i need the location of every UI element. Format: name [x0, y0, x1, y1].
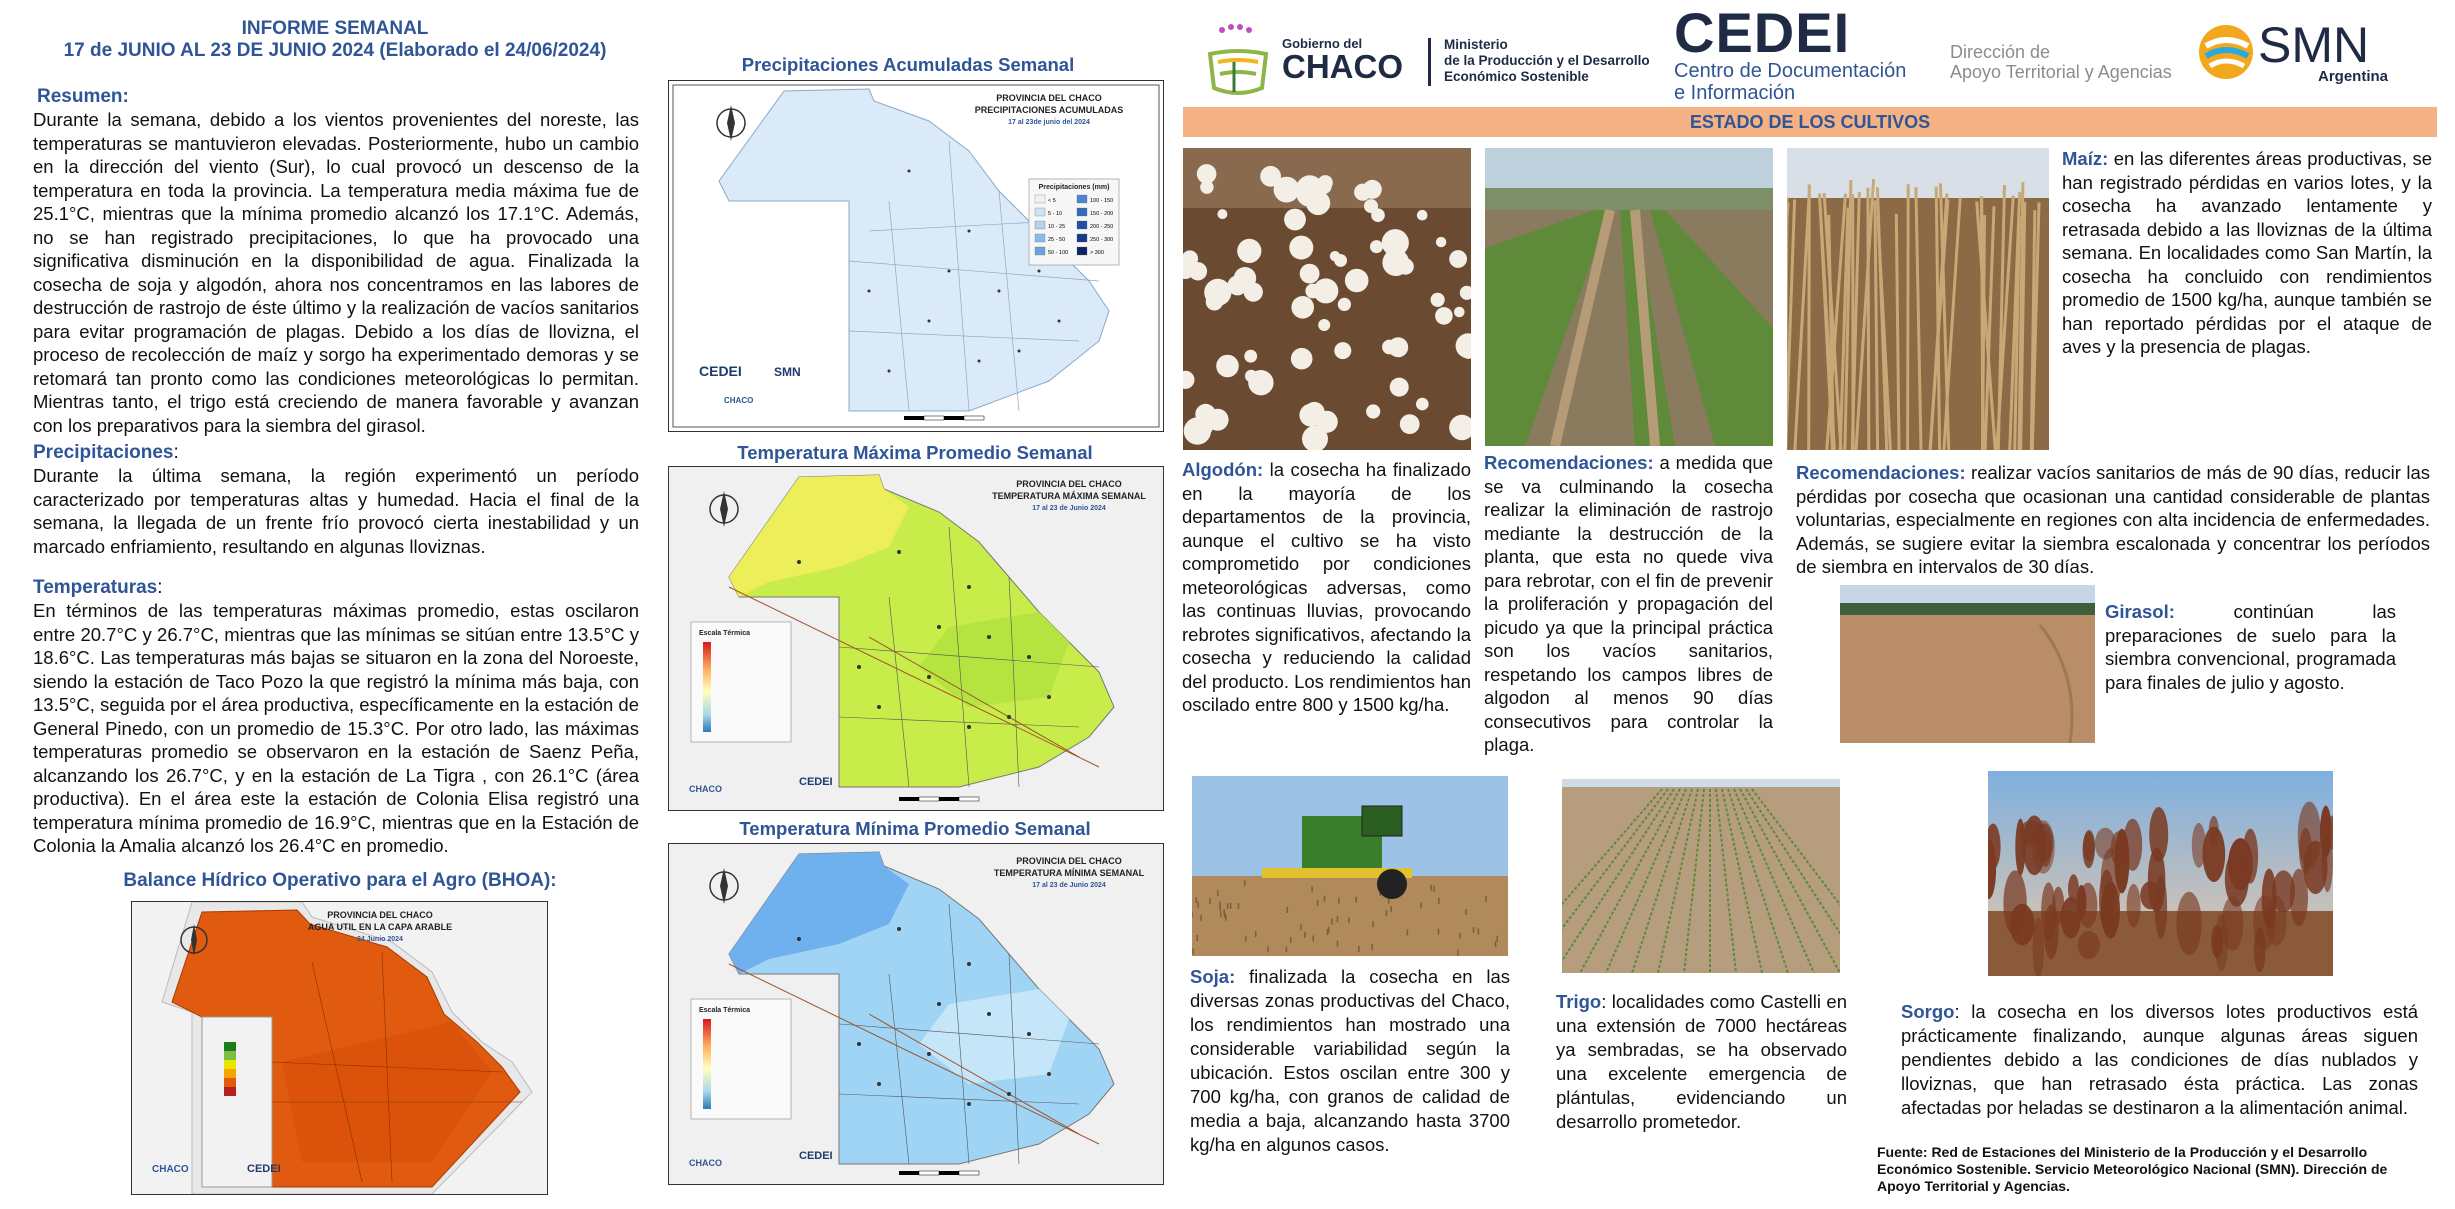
resumen-section: [33, 86, 639, 437]
precip-legend-swatch: [1077, 247, 1087, 255]
maiz-text: en las diferentes áreas productivas, se han registrado pérdidas en varios lotes, y la cosecha ha avanzado lentamente y retrasada debido a las lloviznas de la última semana. En localidades como San Martín, la cosecha ha concluido con rendimientos promedio de 1500 kg/ha, aunque también se han reportado pérdidas por el ataque de aves y la presencia de plagas.: [2062, 148, 2432, 357]
precip-legend-label: < 5: [1048, 198, 1056, 204]
girasol-photo: [1840, 585, 2095, 743]
precip-map-scale-bar: [904, 416, 984, 420]
direccion-logo: [1950, 42, 2172, 82]
sorgo-label: Sorgo: [1901, 1001, 1955, 1022]
smn-emblem-logo: [2196, 22, 2256, 82]
precip-legend-swatch: [1077, 208, 1087, 216]
precip-legend-swatch: [1077, 195, 1087, 203]
girasol-paragraph: [2105, 600, 2396, 694]
recomendaciones-maiz-label: Recomendaciones:: [1796, 462, 1966, 483]
maiz-paragraph: [2062, 147, 2432, 359]
resumen-label: Resumen:: [37, 86, 129, 107]
trigo-paragraph: [1556, 990, 1847, 1134]
precip-map-legend: [1029, 179, 1119, 265]
gobierno-chaco-text: CHACO: [1282, 48, 1403, 85]
sorgo-text: : la cosecha en los diversos lotes productivos está prácticamente finalizando, aunque algunas áreas siguen pendientes debido a las condiciones de días nublados y lloviznas, que han retrasado ésta práctica. Las zonas afectadas por heladas se destinaron a la alimentación animal.: [1901, 1001, 2418, 1118]
recomendaciones-maiz-text: realizar vacíos sanitarios de más de 90 días, reducir las pérdidas por cosecha que ocasionan una cantidad considerable de plantas voluntarias, especialmente en regiones con alta incidencia de enfermedades. Además, se sugiere evitar la siembra escalonada y concentrar los períodos de siembra en intervalos de 30 días.: [1796, 462, 2430, 577]
precip-legend-label: 10 - 25: [1048, 224, 1066, 230]
tmin-map-title1: PROVINCIA DEL CHACO: [1016, 856, 1122, 866]
precip-map-logo-chaco: CHACO: [724, 396, 754, 405]
precipitaciones-text: Durante la última semana, la región experimentó un período caracterizado por temperaturas altas y humedad. Hacia el final de la semana, la llegada de un frente frío provocó cierta inestabilidad y un marcado enfriamiento, resultando en algunas lloviznas.: [33, 465, 639, 557]
precip-map-logo-smn: SMN: [774, 365, 801, 379]
smn-sub-text: Argentina: [2317, 68, 2388, 85]
tmin-map-legend: [691, 999, 791, 1119]
tmax-map: [668, 466, 1164, 811]
algodon-field-photo: [1485, 148, 1773, 446]
bhoa-map-date: 24 Junio 2024: [357, 936, 403, 943]
recomendaciones-algodon-label: Recomendaciones:: [1484, 452, 1654, 473]
tmax-legend-title: Escala Térmica: [699, 630, 750, 637]
ministerio-line3: Económico Sostenible: [1444, 69, 1589, 84]
tmax-map-logo-chaco: CHACO: [689, 784, 722, 794]
algodon-paragraph: [1182, 458, 1471, 717]
precip-legend-label: 250 - 300: [1090, 237, 1114, 243]
soja-text: finalizada la cosecha en las diversas zonas productivas del Chaco, los rendimientos han mostrado una considerable variabilidad según la ubicación. Estos oscilan entre 300 y 700 kg/ha, con granos de calidad de media a baja, alcanzando hasta 3700 kg/ha en algunos casos.: [1190, 966, 1510, 1155]
precip-map-title2: PRECIPITACIONES ACUMULADAS: [974, 105, 1124, 115]
precip-legend-swatch: [1077, 221, 1087, 229]
tmax-map-heading: Temperatura Máxima Promedio Semanal: [737, 442, 1093, 463]
trigo-text: : localidades como Castelli en una extensión de 7000 hectáreas ya sembradas, se ha observado una excelente emergencia de plántulas, evidenciando un desarrollo prometedor.: [1556, 991, 1847, 1132]
bhoa-map: [131, 901, 548, 1195]
cedei-sub1: Centro de Documentación: [1674, 60, 1907, 82]
soja-paragraph: [1190, 965, 1510, 1157]
ministerio-line2: de la Producción y el Desarrollo: [1444, 53, 1650, 68]
tmax-map-title1: PROVINCIA DEL CHACO: [1016, 479, 1122, 489]
cedei-logo: [1674, 1, 1907, 104]
soja-photo: [1192, 776, 1508, 956]
bhoa-map-title2: AGUA UTIL EN LA CAPA ARABLE: [307, 922, 453, 932]
gobierno-chaco-logo: [1282, 36, 1403, 83]
girasol-text: continúan las preparaciones de suelo para la siembra convencional, programada para finales de julio y agosto.: [2105, 601, 2396, 693]
cedei-logo-text: CEDEI: [1674, 1, 1851, 64]
bhoa-title: Balance Hídrico Operativo para el Agro (BHOA):: [123, 870, 557, 891]
algodon-label: Algodón:: [1182, 459, 1264, 480]
tmin-map: [668, 843, 1164, 1185]
recomendaciones-algodon-paragraph: [1484, 451, 1773, 757]
precip-legend-swatch: [1077, 234, 1087, 242]
precip-legend-title: Precipitaciones (mm): [1038, 184, 1110, 191]
fuente-note: Fuente: Red de Estaciones del Ministerio de la Producción y el Desarrollo Económico Sostenible. Servicio Meteorológico Nacional (SMN). Dirección de Apoyo Territorial y Agencias.: [1877, 1144, 2388, 1194]
tmin-map-graphic: [669, 844, 1163, 1184]
precip-legend-label: 200 - 250: [1090, 224, 1114, 230]
recomendaciones-maiz-paragraph: [1796, 461, 2430, 579]
trigo-label: Trigo: [1556, 991, 1602, 1012]
sorgo-photo: [1988, 771, 2333, 976]
precip-legend-label: 25 - 50: [1048, 237, 1066, 243]
maiz-label: Maíz:: [2062, 148, 2109, 169]
logo-divider: [1428, 38, 1431, 86]
soja-label: Soja:: [1190, 966, 1236, 987]
resumen-text: Durante la semana, debido a los vientos provenientes del noreste, las temperaturas se mantuvieron elevadas. Posteriormente, hubo un cambio en la dirección del viento (Sur), lo cual provocó un descenso de la temperatura en toda la provincia. La temperatura media máxima fue de 25.1°C, mientras que la mínima promedio alcanzó los 17.1°C. Además, no se han registrado precipitaciones, lo que ha provocado una significativa disminución en la disponibilidad de agua. Finalizada la cosecha de soja y algodón, ahora nos concentramos en las labores de destrucción de rastrojo de éste último y la realización de vacíos sanitarios para evitar programación de plagas. Debido a los días de llovizna, el proceso de recolección de maíz y sorgo ha experimentado demoras y se retomará tan pronto como las condiciones meteorológicas lo permitan. Mientras tanto, el trigo está creciendo de manera favorable y avanzan con los preparativos para la siembra del girasol.: [33, 109, 639, 436]
temperaturas-label: Temperaturas: [33, 577, 158, 598]
precip-legend-swatch: [1035, 247, 1045, 255]
report-title: [0, 18, 670, 62]
gobierno-del-text: Gobierno del: [1282, 36, 1363, 51]
girasol-label: Girasol:: [2105, 601, 2175, 622]
precip-map-date: 17 al 23de junio del 2024: [1008, 119, 1090, 126]
bhoa-map-graphic: [132, 902, 547, 1194]
precip-legend-swatch: [1035, 221, 1045, 229]
trigo-photo: [1562, 779, 1840, 973]
temperaturas-section: [33, 577, 639, 858]
tmin-legend-title: Escala Térmica: [699, 1007, 750, 1014]
direccion-line2: Apoyo Territorial y Agencias: [1950, 62, 2172, 82]
smn-logo: [2258, 17, 2388, 85]
precipitaciones-section: [33, 442, 639, 558]
tmin-map-date: 17 al 23 de Junio 2024: [1032, 882, 1106, 889]
ministerio-line1: Ministerio: [1444, 37, 1508, 52]
temperaturas-text: En términos de las temperaturas máximas promedio, estas oscilaron entre 20.7°C y 26.7°C, mientras que las mínimas se sitúan entre 13.5°C y 18.6°C. Las temperaturas más bajas se situaron en la zona del Noroeste, siendo la estación de Taco Pozo la que registró la mínima más baja, con 13.5°C, seguida por el área productiva, específicamente en la estación de General Pinedo, con un promedio de 15.3°C. Por otro lado, las máximas temperaturas promedio se observaron en la estación de Saenz Peña, alcanzando los 26.7°C, y en la estación de La Tigra , con 26.1°C (área productiva). En el área este la estación de Colonia Elisa registró una temperatura mínima promedio de 16.9°C, mientras que en la Estación de Colonia la Amalia alcanzó los 26.4°C en promedio.: [33, 600, 639, 856]
tmax-map-scale-bar: [899, 797, 979, 801]
temperaturas-colon: :: [157, 577, 163, 598]
estado-cultivos-bar: ESTADO DE LOS CULTIVOS: [1183, 107, 2437, 137]
precip-legend-swatch: [1035, 208, 1045, 216]
tmin-map-heading: Temperatura Mínima Promedio Semanal: [739, 818, 1091, 839]
precip-legend-label: 50 - 100: [1048, 250, 1069, 256]
tmin-map-title2: TEMPERATURA MÍNIMA SEMANAL: [993, 868, 1145, 878]
precip-legend-label: 150 - 200: [1090, 211, 1114, 217]
tmin-map-logo-cedei: CEDEI: [799, 1150, 833, 1162]
bhoa-map-logo-cedei: CEDEI: [247, 1163, 281, 1175]
tmax-map-graphic: [669, 467, 1163, 810]
precip-legend-swatch: [1035, 234, 1045, 242]
algodon-photo: [1183, 148, 1471, 450]
recomendaciones-algodon-text: a medida que se va culminando la cosecha realizar la eliminación de rastrojo mediante la destrucción de la planta, que esta no quede viva para rebrotar, con el fin de prevenir la proliferación y propagación del picudo ya que la principal práctica son los vacíos sanitarios, respetando los campos libres de algodon al menos 90 días consecutivos para controlar la plaga.: [1484, 452, 1773, 755]
precip-legend-label: > 300: [1090, 250, 1104, 256]
precip-legend-label: 5 - 10: [1048, 211, 1063, 217]
chaco-emblem-logo: [1204, 22, 1272, 96]
bhoa-map-title1: PROVINCIA DEL CHACO: [327, 910, 433, 920]
tmax-map-date: 17 al 23 de Junio 2024: [1032, 505, 1106, 512]
report-title-line2: 17 de JUNIO AL 23 DE JUNIO 2024 (Elaborado el 24/06/2024): [63, 40, 607, 61]
precipitaciones-colon: :: [173, 442, 179, 463]
precip-map-logo-cedei: CEDEI: [699, 363, 742, 379]
tmin-map-scale-bar: [899, 1171, 979, 1175]
maiz-photo: [1787, 148, 2049, 450]
precipitaciones-label: Precipitaciones: [33, 442, 174, 463]
smn-logo-text: SMN: [2258, 17, 2370, 73]
precip-legend-swatch: [1035, 195, 1045, 203]
report-title-line1: INFORME SEMANAL: [241, 18, 429, 39]
precip-map-title1: PROVINCIA DEL CHACO: [996, 93, 1102, 103]
ministerio-logo: [1444, 37, 1650, 85]
direccion-line1: Dirección de: [1950, 42, 2051, 62]
tmax-map-legend: [691, 622, 791, 742]
tmax-map-title2: TEMPERATURA MÁXIMA SEMANAL: [992, 491, 1146, 501]
algodon-text: la cosecha ha finalizado en la mayoría de los departamentos de la provincia, aunque el cultivo se ha visto comprometido por condiciones meteorológicas adversas, como las continuas lluvias, provocando rebrotes significativos, afectando la cosecha y reduciendo la calidad del producto. Los rendimientos han oscilado entre 800 y 1500 kg/ha.: [1182, 459, 1471, 715]
bhoa-map-logo-chaco: CHACO: [152, 1164, 189, 1175]
tmax-map-logo-cedei: CEDEI: [799, 776, 833, 788]
precip-map: [668, 80, 1164, 432]
tmin-map-logo-chaco: CHACO: [689, 1158, 722, 1168]
sorgo-paragraph: [1901, 1000, 2418, 1120]
precip-legend-label: 100 - 150: [1090, 198, 1114, 204]
precip-map-heading: Precipitaciones Acumuladas Semanal: [741, 54, 1075, 75]
precip-map-graphic: [669, 81, 1163, 431]
cedei-sub2: e Información: [1674, 82, 1796, 104]
